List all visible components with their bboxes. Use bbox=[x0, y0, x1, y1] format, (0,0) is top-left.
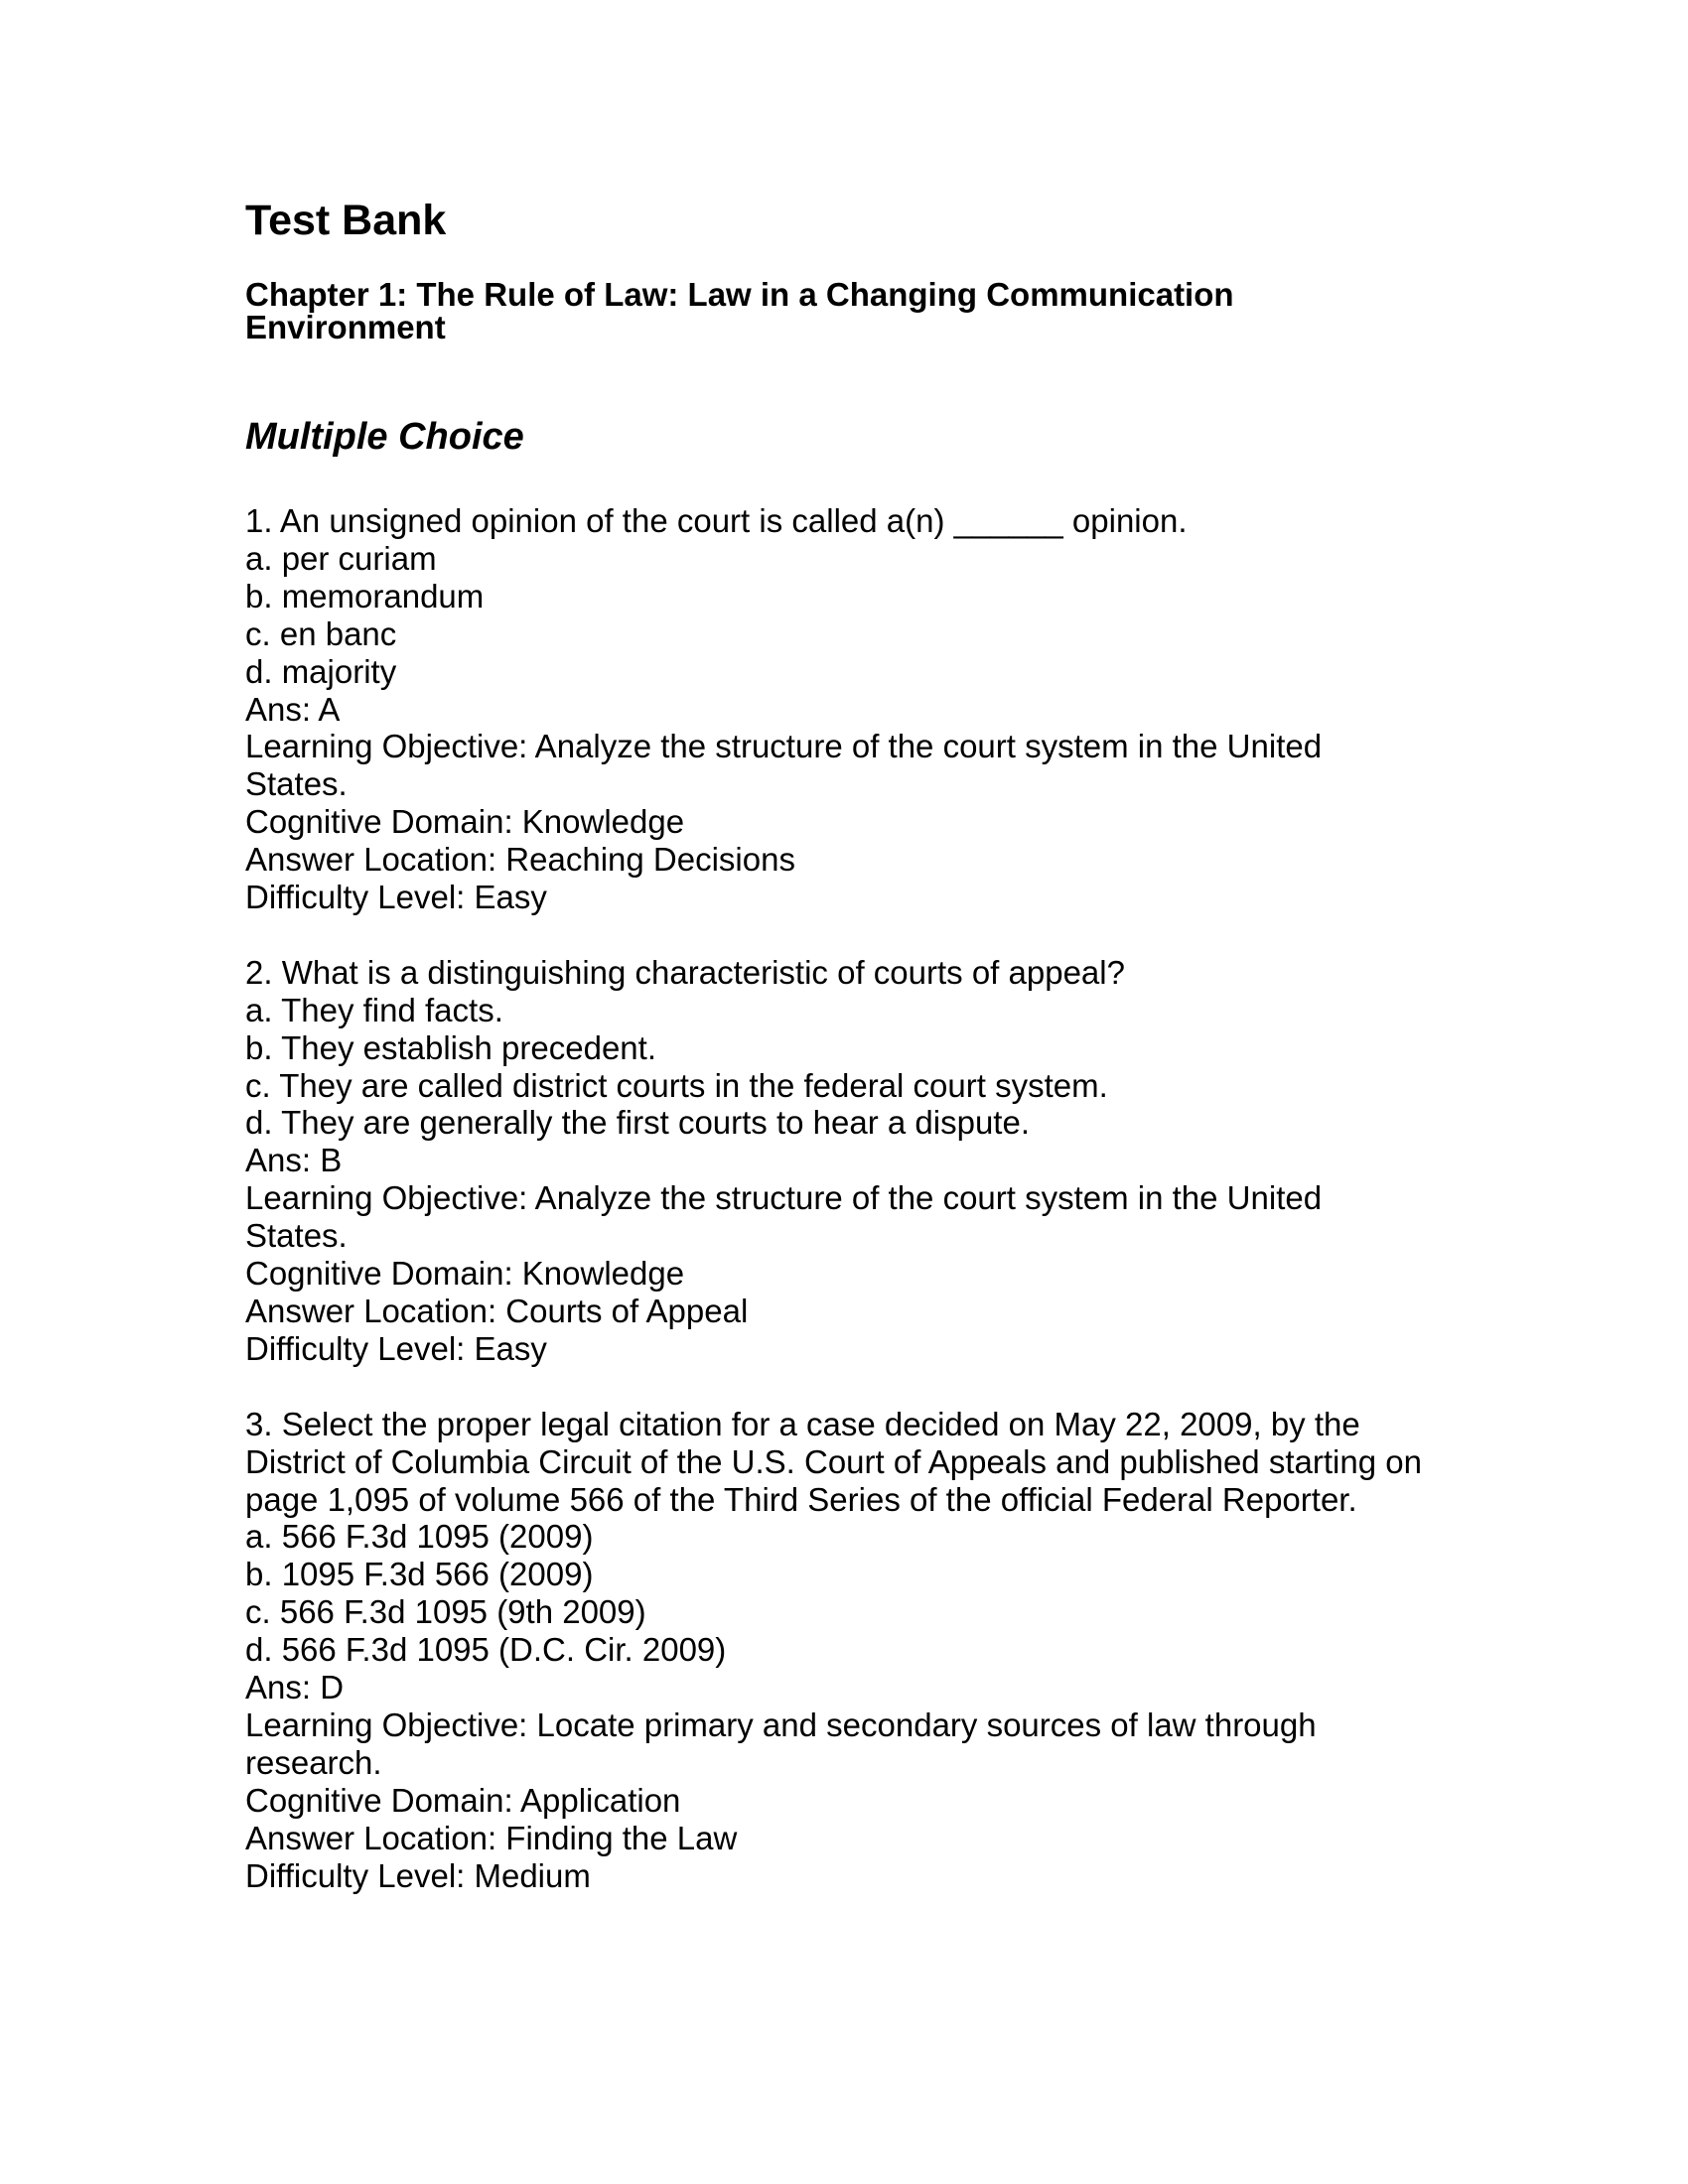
chapter-heading-line: Environment bbox=[245, 309, 446, 345]
difficulty-level: Difficulty Level: Medium bbox=[245, 1856, 591, 1894]
option-c: c. They are called district courts in the federal court system. bbox=[245, 1066, 1108, 1104]
cognitive-domain: Cognitive Domain: Knowledge bbox=[245, 1255, 685, 1293]
cognitive-domain: Cognitive Domain: Knowledge bbox=[245, 803, 685, 841]
question-item bbox=[245, 1406, 1429, 1895]
difficulty-level: Difficulty Level: Easy bbox=[245, 1329, 547, 1367]
learning-objective: Learning Objective: Locate primary and secondary sources of law through research. bbox=[245, 1706, 1317, 1781]
option-b: b. 1095 F.3d 566 (2009) bbox=[245, 1556, 594, 1593]
question-item bbox=[245, 954, 1429, 1368]
option-d: d. 566 F.3d 1095 (D.C. Cir. 2009) bbox=[245, 1631, 727, 1669]
option-a: a. They find facts. bbox=[245, 991, 503, 1028]
learning-objective: Learning Objective: Analyze the structure of the court system in the United States. bbox=[245, 728, 1323, 803]
option-c: c. en banc bbox=[245, 614, 397, 652]
option-b: b. memorandum bbox=[245, 577, 485, 614]
answer-location: Answer Location: Finding the Law bbox=[245, 1819, 738, 1856]
cognitive-domain: Cognitive Domain: Application bbox=[245, 1781, 681, 1819]
question-item bbox=[245, 502, 1429, 916]
option-c: c. 566 F.3d 1095 (9th 2009) bbox=[245, 1593, 646, 1631]
option-d: d. majority bbox=[245, 652, 397, 690]
answer: Ans: D bbox=[245, 1669, 345, 1706]
difficulty-level: Difficulty Level: Easy bbox=[245, 879, 547, 916]
answer: Ans: B bbox=[245, 1142, 343, 1179]
option-a: a. per curiam bbox=[245, 539, 437, 577]
answer-location: Answer Location: Reaching Decisions bbox=[245, 841, 795, 879]
option-d: d. They are generally the first courts to hear a dispute. bbox=[245, 1104, 1030, 1142]
question-text: 1. An unsigned opinion of the court is called a(n) ______ opinion. bbox=[245, 502, 1188, 539]
option-a: a. 566 F.3d 1095 (2009) bbox=[245, 1518, 594, 1556]
learning-objective: Learning Objective: Analyze the structure of the court system in the United States. bbox=[245, 1179, 1323, 1255]
question-text: 2. What is a distinguishing characteristic of courts of appeal? bbox=[245, 953, 1125, 991]
document-title: Test Bank bbox=[245, 197, 447, 244]
chapter-heading-line: Chapter 1: The Rule of Law: Law in a Changing Communication bbox=[245, 276, 1234, 313]
section-heading: Multiple Choice bbox=[245, 416, 524, 458]
chapter-heading bbox=[245, 278, 1437, 343]
option-b: b. They establish precedent. bbox=[245, 1028, 656, 1066]
question-list bbox=[245, 502, 1429, 1932]
question-text: 3. Select the proper legal citation for a case decided on May 22, 2009, by the District of Columbia Circuit of the U.S. Court of Appeals and published starting on page 1,095 of volume 566 of the Third Series of the official Federal Reporter. bbox=[245, 1405, 1422, 1518]
answer-location: Answer Location: Courts of Appeal bbox=[245, 1293, 749, 1330]
answer: Ans: A bbox=[245, 690, 341, 728]
